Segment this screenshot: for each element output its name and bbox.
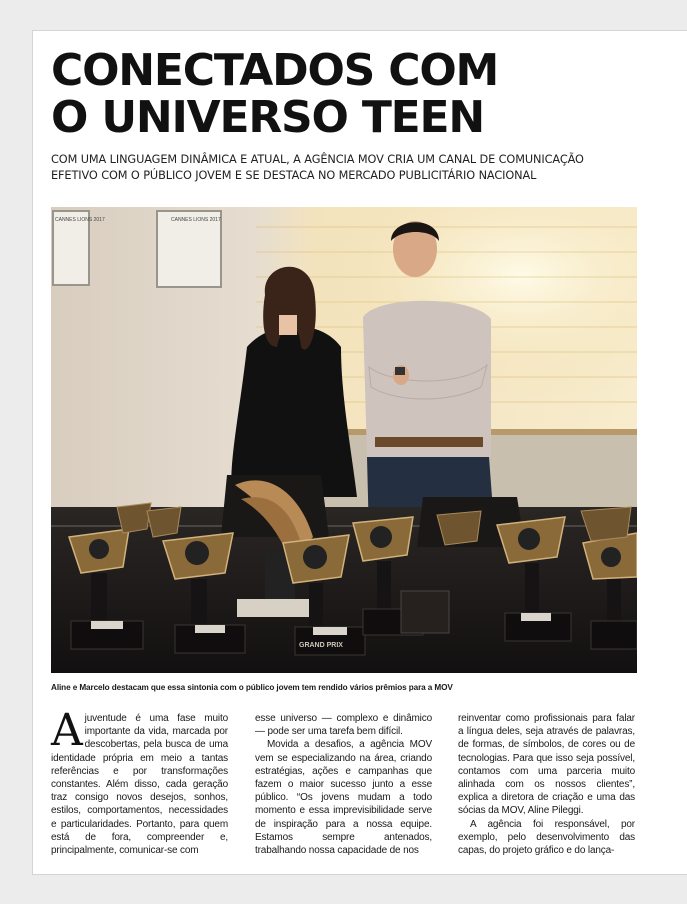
dek-line-1: COM UMA LINGUAGEM DINÂMICA E ATUAL, A AGÊNCIA MOV CRIA UM CANAL DE COMUNICAÇÃO xyxy=(51,153,584,166)
body-column-2 xyxy=(255,712,432,857)
trophy-plaque-text: GRAND PRIX xyxy=(299,642,343,649)
framed-poster-2 xyxy=(157,211,221,287)
article-headline xyxy=(51,47,671,141)
body-column-3 xyxy=(458,712,635,857)
drop-cap: A xyxy=(51,705,83,756)
svg-text:CANNES LIONS 2017: CANNES LIONS 2017 xyxy=(55,217,105,223)
magazine-page xyxy=(32,30,687,875)
photo-illustration xyxy=(51,207,637,673)
paragraph: esse universo — complexo e dinâmico — pode ser uma tarefa bem difícil. xyxy=(255,713,432,738)
paragraph: A agência foi responsável, por exemplo, pelo desenvolvimento das capas, do projeto gráfico e do lança- xyxy=(458,818,635,857)
paragraph: reinventar como profissionais para falar a língua deles, seja através de palavras, de formas, de símbolos, de cores ou de tecnologias. Para que isso seja possível, contamos com uma parceria muito alinhada com os nossos clientes”, explica a diretora de criação e uma das sócias da MOV, Aline Pileggi. xyxy=(458,713,635,817)
paragraph: Movida a desafios, a agência MOV vem se especializando na área, criando estratégias, ações e campanhas que fazem o maior sucesso junto a esse público. “Os jovens mudam a todo momento e essa imprevisibilidade serve de inspiração para a nossa equipe. Estamos sempre antenados, trabalhando nossa capacidade de nos xyxy=(255,739,432,857)
article-dek xyxy=(51,152,671,184)
body-column-1 xyxy=(51,705,228,857)
paragraph: A juventude é uma fase muito importante da vida, marcada por descobertas, pela busca de uma identidade própria em meio a tantas referências e por transformações constantes. Além disso, cada geração traz consigo novos desejos, sonhos, estilos, comportamentos, necessidades e particularidades. Portanto, para quem está de fora, compreender e, principalmente, comunicar-se com xyxy=(51,705,228,857)
mov-box xyxy=(401,591,449,633)
svg-text:CANNES LIONS 2017: CANNES LIONS 2017 xyxy=(171,217,221,223)
dek-line-2: EFETIVO COM O PÚBLICO JOVEM E SE DESTACA NO MERCADO PUBLICITÁRIO NACIONAL xyxy=(51,169,537,182)
photo-caption: Aline e Marcelo destacam que essa sintonia com o público jovem tem rendido vários prêmios para a MOV xyxy=(51,683,453,692)
headline-line-1: CONECTADOS COM xyxy=(51,45,499,96)
headline-line-2: O UNIVERSO TEEN xyxy=(51,92,485,143)
article-photo xyxy=(51,207,637,673)
